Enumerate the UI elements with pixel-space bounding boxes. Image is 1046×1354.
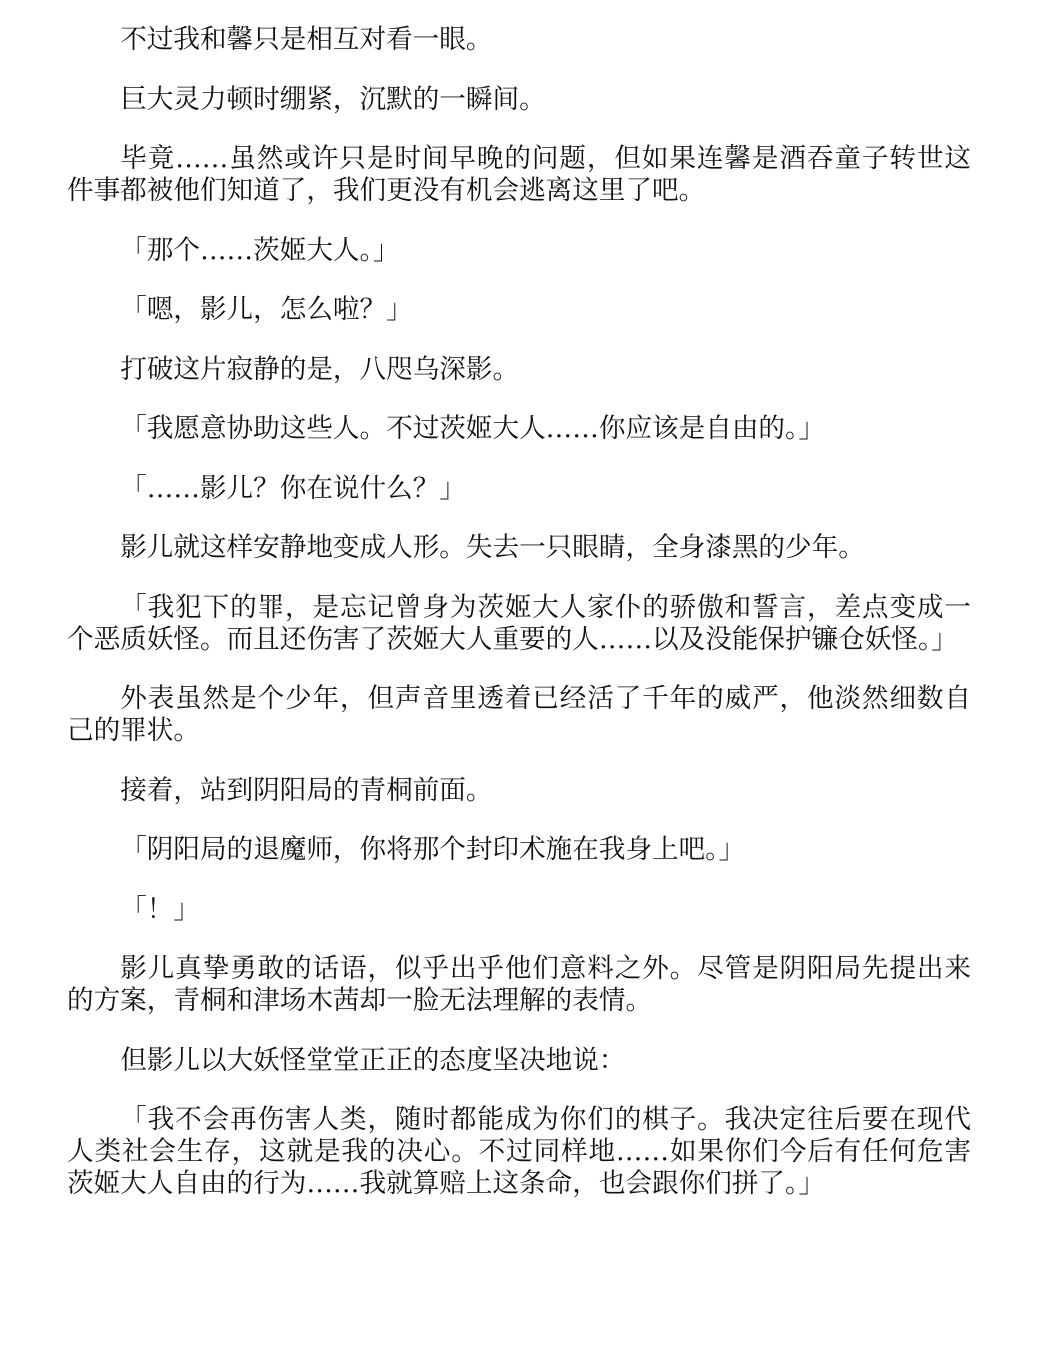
document-page	[67, 24, 971, 1228]
paragraph: 影儿真挚勇敢的话语，似乎出乎他们意料之外。尽管是阴阳局先提出来的方案，青桐和津场木茜却一脸无法理解的表情。	[67, 953, 971, 1016]
paragraph: 「……影儿？你在说什么？」	[120, 472, 466, 504]
paragraph: 但影儿以大妖怪堂堂正正的态度坚决地说：	[120, 1044, 626, 1076]
paragraph: 「我犯下的罪，是忘记曾身为茨姬大人家仆的骄傲和誓言，差点变成一个恶质妖怪。而且还伤害了茨姬大人重要的人……以及没能保护镰仓妖怪。」	[67, 591, 971, 655]
paragraph: 影儿就这样安静地变成人形。失去一只眼睛，全身漆黑的少年。	[120, 532, 865, 563]
paragraph: 「那个……茨姬大人。」	[120, 234, 400, 266]
paragraph: 打破这片寂静的是，八咫乌深影。	[120, 353, 520, 385]
paragraph: 巨大灵力顿时绷紧，沉默的一瞬间。	[120, 83, 546, 115]
paragraph: 外表虽然是个少年，但声音里透着已经活了千年的威严，他淡然细数自己的罪状。	[67, 683, 971, 746]
paragraph: 「我不会再伤害人类，随时都能成为你们的棋子。我决定往后要在现代人类社会生存，这就是我的决心。不过同样地……如果你们今后有任何危害茨姬大人自由的行为……我就算赔上这条命，也会跟你们拼了。」	[67, 1104, 971, 1199]
paragraph: 「我愿意协助这些人。不过茨姬大人……你应该是自由的。」	[120, 413, 825, 444]
paragraph: 「阴阳局的退魔师，你将那个封印术施在我身上吧。」	[120, 834, 746, 865]
paragraph: 「嗯，影儿，怎么啦？」	[120, 294, 413, 325]
paragraph: 不过我和馨只是相互对看一眼。	[120, 24, 493, 55]
paragraph: 毕竟……虽然或许只是时间早晚的问题，但如果连馨是酒吞童子转世这件事都被他们知道了，我们更没有机会逃离这里了吧。	[67, 143, 971, 206]
paragraph: 接着，站到阴阳局的青桐前面。	[120, 774, 493, 806]
paragraph: 「！」	[120, 893, 200, 925]
